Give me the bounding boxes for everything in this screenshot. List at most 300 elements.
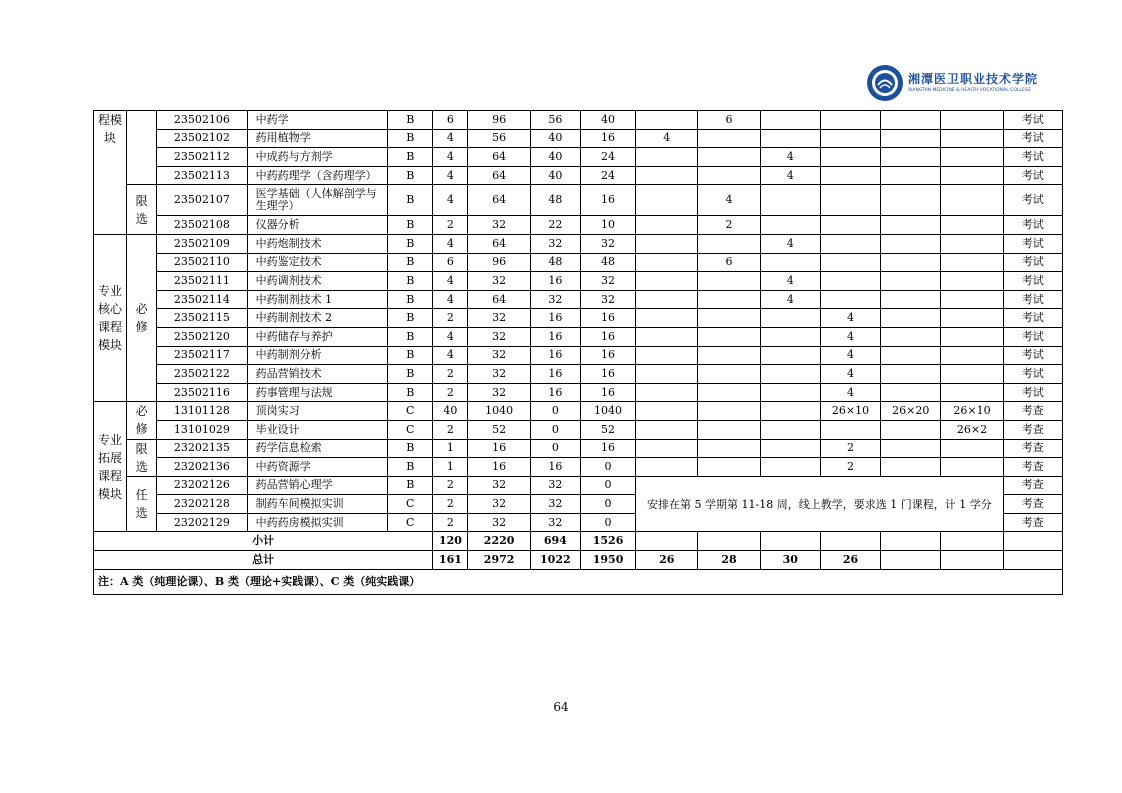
theory-hours: 32 xyxy=(530,234,580,253)
semester-5 xyxy=(881,346,941,365)
semester-2 xyxy=(698,166,760,185)
semester-3 xyxy=(760,111,820,130)
course-code: 23502102 xyxy=(157,129,247,148)
semester-6: 26×2 xyxy=(941,420,1003,439)
exam-type: 考试 xyxy=(1003,383,1062,402)
semester-1 xyxy=(636,346,698,365)
course-name: 中药制剂技术 1 xyxy=(247,290,388,309)
semester-1 xyxy=(636,327,698,346)
semester-4 xyxy=(820,234,880,253)
practice-hours: 16 xyxy=(580,365,635,384)
total-hours: 96 xyxy=(468,111,530,130)
total-hours: 56 xyxy=(468,129,530,148)
semester-2 xyxy=(698,402,760,421)
semester-4 xyxy=(820,272,880,291)
semester-6 xyxy=(941,383,1003,402)
credit: 4 xyxy=(433,129,468,148)
theory-hours: 40 xyxy=(530,129,580,148)
semester-2 xyxy=(698,365,760,384)
course-type: C xyxy=(388,513,433,532)
table-row xyxy=(94,129,1063,148)
total-semester-2: 28 xyxy=(698,551,760,570)
semester-2 xyxy=(698,148,760,167)
semester-5 xyxy=(881,420,941,439)
course-code: 23502117 xyxy=(157,346,247,365)
total-hours: 32 xyxy=(468,327,530,346)
course-type: B xyxy=(388,476,433,495)
semester-4: 2 xyxy=(820,458,880,477)
semester-6 xyxy=(941,290,1003,309)
credit: 2 xyxy=(433,420,468,439)
semester-1 xyxy=(636,253,698,272)
semester-2 xyxy=(698,327,760,346)
course-name: 中药制剂分析 xyxy=(247,346,388,365)
semester-6 xyxy=(941,439,1003,458)
exam-type: 考查 xyxy=(1003,402,1062,421)
total-semester-3: 30 xyxy=(760,551,820,570)
exam-type: 考试 xyxy=(1003,166,1062,185)
semester-3: 4 xyxy=(760,234,820,253)
table-row xyxy=(94,420,1063,439)
total-label: 总计 xyxy=(94,551,433,570)
practice-hours: 0 xyxy=(580,513,635,532)
credit: 4 xyxy=(433,234,468,253)
semester-6 xyxy=(941,365,1003,384)
semester-6 xyxy=(941,327,1003,346)
table-row xyxy=(94,185,1063,216)
subtotal-label: 小计 xyxy=(94,532,433,551)
table-row xyxy=(94,290,1063,309)
semester-3 xyxy=(760,129,820,148)
theory-hours: 32 xyxy=(530,290,580,309)
practice-hours: 32 xyxy=(580,272,635,291)
table-row xyxy=(94,253,1063,272)
course-code: 23202129 xyxy=(157,513,247,532)
practice-hours: 24 xyxy=(580,148,635,167)
total-hours: 32 xyxy=(468,383,530,402)
practice-hours: 16 xyxy=(580,129,635,148)
theory-hours: 32 xyxy=(530,495,580,514)
elective-arrangement-note: 安排在第 5 学期第 11-18 周，线上教学，要求选 1 门课程，计 1 学分 xyxy=(636,476,1003,532)
semester-5 xyxy=(881,148,941,167)
semester-3 xyxy=(760,346,820,365)
theory-hours: 16 xyxy=(530,383,580,402)
course-name: 中成药与方剂学 xyxy=(247,148,388,167)
credit: 40 xyxy=(433,402,468,421)
semester-4 xyxy=(820,420,880,439)
practice-hours: 16 xyxy=(580,327,635,346)
total-hours: 32 xyxy=(468,272,530,291)
semester-3 xyxy=(760,216,820,235)
table-row xyxy=(94,148,1063,167)
course-type: B xyxy=(388,272,433,291)
total-hours: 64 xyxy=(468,234,530,253)
semester-3 xyxy=(760,327,820,346)
exam-type: 考试 xyxy=(1003,129,1062,148)
total-hours: 52 xyxy=(468,420,530,439)
practice-hours: 32 xyxy=(580,290,635,309)
practice-hours: 16 xyxy=(580,439,635,458)
course-code: 23202126 xyxy=(157,476,247,495)
course-type: B xyxy=(388,290,433,309)
semester-2 xyxy=(698,346,760,365)
course-type: C xyxy=(388,495,433,514)
semester-1 xyxy=(636,458,698,477)
semester-6: 26×10 xyxy=(941,402,1003,421)
practice-hours: 24 xyxy=(580,166,635,185)
course-name: 药品营销心理学 xyxy=(247,476,388,495)
semester-6 xyxy=(941,216,1003,235)
semester-2: 4 xyxy=(698,185,760,216)
table-row xyxy=(94,476,1063,495)
semester-1 xyxy=(636,439,698,458)
total-hours: 32 xyxy=(468,216,530,235)
semester-4 xyxy=(820,129,880,148)
semester-2 xyxy=(698,383,760,402)
module-label: 程模块 xyxy=(94,111,127,235)
table-row xyxy=(94,365,1063,384)
exam-type: 考试 xyxy=(1003,346,1062,365)
semester-5 xyxy=(881,234,941,253)
course-code: 23502111 xyxy=(157,272,247,291)
semester-2 xyxy=(698,458,760,477)
subtotal-theory: 694 xyxy=(530,532,580,551)
course-name: 中药资源学 xyxy=(247,458,388,477)
college-name: 湘潭医卫职业技术学院 xyxy=(908,72,1039,86)
semester-4: 26×10 xyxy=(820,402,880,421)
course-type: B xyxy=(388,185,433,216)
semester-3: 4 xyxy=(760,148,820,167)
course-type: B xyxy=(388,439,433,458)
semester-5 xyxy=(881,253,941,272)
semester-5 xyxy=(881,365,941,384)
course-name: 中药学 xyxy=(247,111,388,130)
course-code: 13101029 xyxy=(157,420,247,439)
subtotal-practice: 1526 xyxy=(580,532,635,551)
theory-hours: 16 xyxy=(530,272,580,291)
course-code: 23502108 xyxy=(157,216,247,235)
course-plan-table xyxy=(93,110,1063,595)
course-code: 23502115 xyxy=(157,309,247,328)
course-name: 中药调剂技术 xyxy=(247,272,388,291)
course-name: 顶岗实习 xyxy=(247,402,388,421)
total-hours: 32 xyxy=(468,365,530,384)
table-row xyxy=(94,216,1063,235)
exam-type: 考查 xyxy=(1003,476,1062,495)
semester-5 xyxy=(881,439,941,458)
semester-1 xyxy=(636,166,698,185)
course-code: 23502109 xyxy=(157,234,247,253)
practice-hours: 32 xyxy=(580,234,635,253)
credit: 4 xyxy=(433,327,468,346)
practice-hours: 0 xyxy=(580,476,635,495)
exam-type: 考试 xyxy=(1003,309,1062,328)
course-code: 23502120 xyxy=(157,327,247,346)
theory-hours: 48 xyxy=(530,253,580,272)
course-name: 药品营销技术 xyxy=(247,365,388,384)
semester-4 xyxy=(820,290,880,309)
table-row xyxy=(94,309,1063,328)
category-label: 任选 xyxy=(127,476,157,532)
course-name: 药事管理与法规 xyxy=(247,383,388,402)
practice-hours: 16 xyxy=(580,185,635,216)
semester-5: 26×20 xyxy=(881,402,941,421)
semester-1 xyxy=(636,185,698,216)
semester-4: 4 xyxy=(820,309,880,328)
course-type: B xyxy=(388,129,433,148)
total-hours: 1040 xyxy=(468,402,530,421)
semester-1 xyxy=(636,383,698,402)
credit: 2 xyxy=(433,495,468,514)
semester-2: 2 xyxy=(698,216,760,235)
semester-6 xyxy=(941,309,1003,328)
semester-5 xyxy=(881,309,941,328)
practice-hours: 48 xyxy=(580,253,635,272)
semester-4: 4 xyxy=(820,327,880,346)
credit: 6 xyxy=(433,253,468,272)
exam-type: 考试 xyxy=(1003,234,1062,253)
credit: 1 xyxy=(433,458,468,477)
course-type: B xyxy=(388,346,433,365)
credit: 2 xyxy=(433,365,468,384)
semester-6 xyxy=(941,272,1003,291)
course-type: B xyxy=(388,216,433,235)
semester-4 xyxy=(820,253,880,272)
semester-3 xyxy=(760,420,820,439)
semester-2 xyxy=(698,234,760,253)
semester-1: 4 xyxy=(636,129,698,148)
semester-1 xyxy=(636,290,698,309)
course-name: 中药储存与养护 xyxy=(247,327,388,346)
exam-type: 考查 xyxy=(1003,420,1062,439)
semester-2 xyxy=(698,309,760,328)
semester-1 xyxy=(636,234,698,253)
college-logo xyxy=(866,64,1046,104)
theory-hours: 16 xyxy=(530,309,580,328)
college-seal-icon xyxy=(866,64,904,102)
total-hours: 64 xyxy=(468,148,530,167)
practice-hours: 1040 xyxy=(580,402,635,421)
theory-hours: 22 xyxy=(530,216,580,235)
practice-hours: 40 xyxy=(580,111,635,130)
exam-type: 考试 xyxy=(1003,272,1062,291)
semester-6 xyxy=(941,111,1003,130)
exam-type: 考试 xyxy=(1003,253,1062,272)
total-hours: 64 xyxy=(468,290,530,309)
course-code: 23502116 xyxy=(157,383,247,402)
category-label: 必修 xyxy=(127,234,157,401)
page-number: 64 xyxy=(553,700,569,714)
exam-type: 考试 xyxy=(1003,365,1062,384)
theory-hours: 0 xyxy=(530,402,580,421)
category-label: 必修 xyxy=(127,402,157,439)
subtotal-row xyxy=(94,532,1063,551)
footnote-row xyxy=(94,569,1063,594)
total-theory: 1022 xyxy=(530,551,580,570)
semester-5 xyxy=(881,383,941,402)
semester-5 xyxy=(881,185,941,216)
total-hours: 2972 xyxy=(468,551,530,570)
total-hours: 32 xyxy=(468,309,530,328)
theory-hours: 16 xyxy=(530,365,580,384)
theory-hours: 16 xyxy=(530,327,580,346)
total-hours: 32 xyxy=(468,495,530,514)
semester-3 xyxy=(760,402,820,421)
semester-6 xyxy=(941,166,1003,185)
semester-4 xyxy=(820,148,880,167)
total-hours: 32 xyxy=(468,346,530,365)
course-type: B xyxy=(388,166,433,185)
course-name: 中药鉴定技术 xyxy=(247,253,388,272)
theory-hours: 48 xyxy=(530,185,580,216)
exam-type: 考试 xyxy=(1003,148,1062,167)
course-code: 23502112 xyxy=(157,148,247,167)
semester-4 xyxy=(820,216,880,235)
course-type: B xyxy=(388,365,433,384)
credit: 2 xyxy=(433,216,468,235)
theory-hours: 32 xyxy=(530,476,580,495)
exam-type: 考查 xyxy=(1003,495,1062,514)
total-hours: 64 xyxy=(468,185,530,216)
semester-3: 4 xyxy=(760,166,820,185)
module-label: 专业拓展课程模块 xyxy=(94,402,127,532)
total-row xyxy=(94,551,1063,570)
course-type: C xyxy=(388,420,433,439)
semester-2 xyxy=(698,129,760,148)
semester-4: 4 xyxy=(820,383,880,402)
total-hours: 64 xyxy=(468,166,530,185)
semester-3 xyxy=(760,253,820,272)
course-code: 23202136 xyxy=(157,458,247,477)
theory-hours: 16 xyxy=(530,458,580,477)
course-type: B xyxy=(388,383,433,402)
total-hours: 16 xyxy=(468,439,530,458)
total-practice: 1950 xyxy=(580,551,635,570)
course-code: 23502122 xyxy=(157,365,247,384)
semester-1 xyxy=(636,111,698,130)
table-row xyxy=(94,272,1063,291)
credit: 4 xyxy=(433,148,468,167)
semester-4: 4 xyxy=(820,365,880,384)
semester-3: 4 xyxy=(760,290,820,309)
course-type: B xyxy=(388,234,433,253)
exam-type: 考试 xyxy=(1003,290,1062,309)
table-row xyxy=(94,346,1063,365)
semester-5 xyxy=(881,458,941,477)
semester-6 xyxy=(941,148,1003,167)
credit: 4 xyxy=(433,346,468,365)
theory-hours: 16 xyxy=(530,346,580,365)
semester-5 xyxy=(881,111,941,130)
module-label: 专业核心课程模块 xyxy=(94,234,127,401)
total-hours: 96 xyxy=(468,253,530,272)
semester-5 xyxy=(881,129,941,148)
semester-2 xyxy=(698,420,760,439)
credit: 4 xyxy=(433,290,468,309)
semester-4 xyxy=(820,166,880,185)
practice-hours: 10 xyxy=(580,216,635,235)
credit: 2 xyxy=(433,513,468,532)
semester-6 xyxy=(941,234,1003,253)
semester-2 xyxy=(698,272,760,291)
semester-1 xyxy=(636,309,698,328)
semester-6 xyxy=(941,458,1003,477)
table-row xyxy=(94,402,1063,421)
total-semester-1: 26 xyxy=(636,551,698,570)
total-hours: 32 xyxy=(468,476,530,495)
credit: 2 xyxy=(433,476,468,495)
table-row xyxy=(94,458,1063,477)
course-name: 中药炮制技术 xyxy=(247,234,388,253)
exam-type: 考试 xyxy=(1003,327,1062,346)
table-row xyxy=(94,383,1063,402)
category-label: 限选 xyxy=(127,439,157,476)
semester-1 xyxy=(636,272,698,291)
practice-hours: 16 xyxy=(580,309,635,328)
semester-5 xyxy=(881,216,941,235)
course-name: 制药车间模拟实训 xyxy=(247,495,388,514)
course-code: 23502113 xyxy=(157,166,247,185)
semester-6 xyxy=(941,346,1003,365)
course-code: 23502107 xyxy=(157,185,247,216)
credit: 6 xyxy=(433,111,468,130)
practice-hours: 16 xyxy=(580,346,635,365)
practice-hours: 52 xyxy=(580,420,635,439)
table-row xyxy=(94,166,1063,185)
credit: 2 xyxy=(433,309,468,328)
total-credit: 161 xyxy=(433,551,468,570)
semester-6 xyxy=(941,185,1003,216)
course-code: 23502110 xyxy=(157,253,247,272)
course-type: B xyxy=(388,111,433,130)
course-code: 13101128 xyxy=(157,402,247,421)
course-name: 药用植物学 xyxy=(247,129,388,148)
theory-hours: 56 xyxy=(530,111,580,130)
semester-3 xyxy=(760,439,820,458)
semester-4: 2 xyxy=(820,439,880,458)
theory-hours: 0 xyxy=(530,420,580,439)
course-name: 仪器分析 xyxy=(247,216,388,235)
credit: 4 xyxy=(433,166,468,185)
credit: 4 xyxy=(433,272,468,291)
category-cell xyxy=(127,111,157,185)
semester-1 xyxy=(636,216,698,235)
exam-type: 考试 xyxy=(1003,111,1062,130)
semester-3 xyxy=(760,458,820,477)
semester-4: 4 xyxy=(820,346,880,365)
semester-1 xyxy=(636,365,698,384)
course-name: 中药药理学（含药理学） xyxy=(247,166,388,185)
table-row xyxy=(94,111,1063,130)
footnote: 注：A 类（纯理论课）、B 类（理论+实践课）、C 类（纯实践课） xyxy=(94,569,1063,594)
exam-type: 考试 xyxy=(1003,185,1062,216)
semester-1 xyxy=(636,402,698,421)
theory-hours: 40 xyxy=(530,148,580,167)
semester-3 xyxy=(760,383,820,402)
course-code: 23502106 xyxy=(157,111,247,130)
subtotal-hours: 2220 xyxy=(468,532,530,551)
subtotal-credit: 120 xyxy=(433,532,468,551)
semester-3: 4 xyxy=(760,272,820,291)
total-hours: 32 xyxy=(468,513,530,532)
course-type: B xyxy=(388,458,433,477)
semester-6 xyxy=(941,253,1003,272)
semester-2: 6 xyxy=(698,111,760,130)
semester-3 xyxy=(760,309,820,328)
course-type: B xyxy=(388,253,433,272)
total-semester-4: 26 xyxy=(820,551,880,570)
theory-hours: 0 xyxy=(530,439,580,458)
